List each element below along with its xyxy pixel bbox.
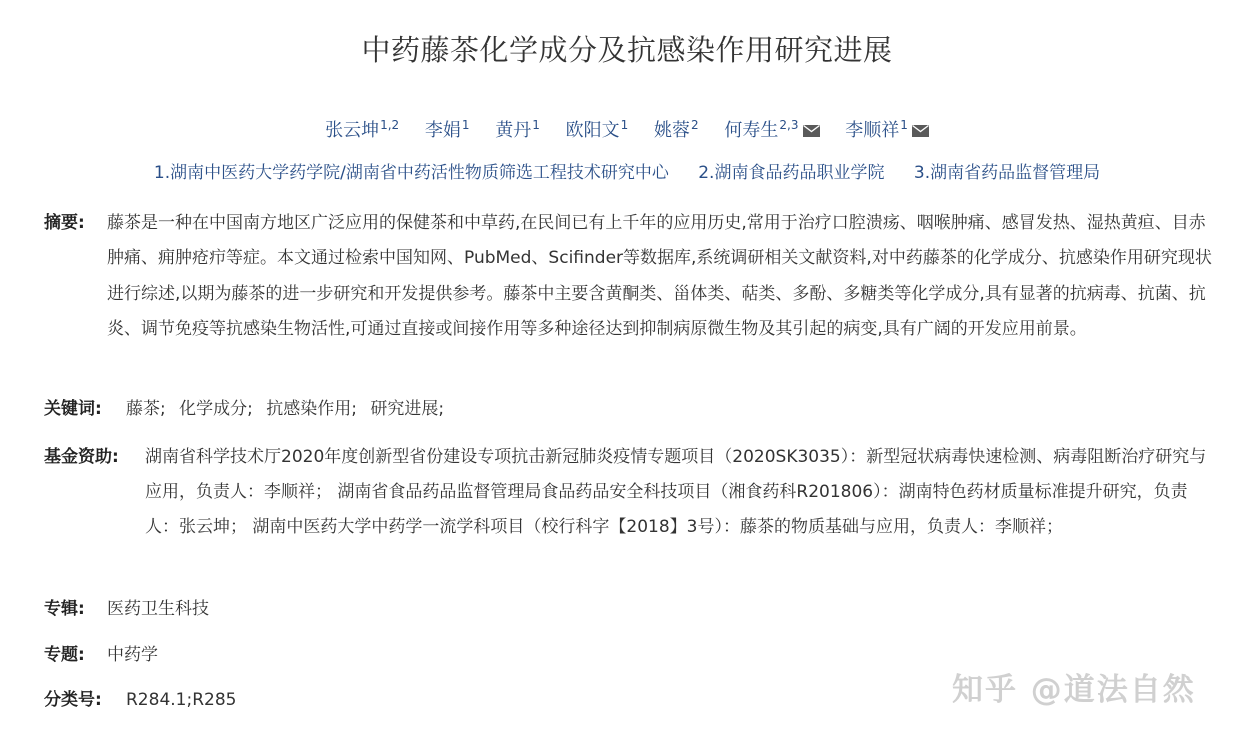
keyword-link[interactable]: 藤茶; — [126, 399, 166, 419]
mail-icon[interactable] — [803, 121, 820, 142]
author-link[interactable]: 黄丹$^1$ — [495, 118, 540, 141]
classification-label: 分类号: — [44, 690, 102, 710]
album-label: 专辑: — [44, 599, 85, 619]
funding-label: 基金资助: — [44, 447, 119, 467]
paper-title: 中药藤茶化学成分及抗感染作用研究进展 — [361, 33, 893, 67]
keywords-section — [44, 393, 1212, 425]
keyword-link[interactable]: 抗感染作用; — [266, 399, 358, 419]
abstract-section — [44, 206, 1212, 347]
keywords-label: 关键词: — [44, 399, 102, 419]
author-link[interactable]: 李顺祥$^1$ — [845, 116, 929, 142]
topic-label: 专题: — [44, 645, 85, 665]
author-link[interactable]: 欧阳文$^1$ — [565, 118, 629, 141]
author-link[interactable]: 何寿生$^{2,3}$ — [724, 116, 819, 142]
album-value: 医药卫生科技 — [107, 599, 209, 619]
affiliation-list — [0, 158, 1254, 183]
classification-value: R284.1;R285 — [126, 690, 237, 710]
watermark: 知乎 @道法自然 — [952, 672, 1196, 708]
abstract-text: 藤茶是一种在中国南方地区广泛应用的保健茶和中草药,在民间已有上千年的应用历史,常用于治疗口腔溃疡、咽喉肿痛、感冒发热、湿热黄疸、目赤肿痛、痈肿疮疖等症。本文通过检索中国知网、PubMed、Scifinder等数据库,系统调研相关文献资料,对中药藤茶的化学成分、抗感染作用研究现状进行综述,以期为藤茶的进一步研究和开发提供参考。藤茶中主要含黄酮类、甾体类、萜类、多酚、多糖类等化学成分,具有显著的抗病毒、抗菌、抗炎、调节免疫等抗感染生物活性,可通过直接或间接作用等多种途径达到抑制病原微生物及其引起的病变,具有广阔的开发应用前景。 — [107, 213, 1212, 339]
album-section — [44, 594, 1212, 624]
keyword-link[interactable]: 化学成分; — [179, 399, 253, 419]
funding-text: 湖南省科学技术厅2020年度创新型省份建设专项抗击新冠肺炎疫情专题项目（2020SK3035）：新型冠状病毒快速检测、病毒阻断治疗研究与应用，负责人：李顺祥； 湖南省食品药品监督管理局食品药品安全科技项目（湘食药科R201806）：湖南特色药材质量标准提升研究，负责人：张云坤； 湖南中医药大学中药学一流学科项目（校行科字【2018】3号）：藤茶的物质基础与应用，负责人：李顺祥； — [145, 447, 1207, 537]
keyword-link[interactable]: 研究进展; — [370, 399, 445, 419]
affiliation-link[interactable]: 3.湖南省药品监督管理局 — [913, 163, 1101, 183]
affiliation-link[interactable]: 2.湖南食品药品职业学院 — [698, 163, 885, 183]
keywords-list — [126, 393, 1212, 425]
author-link[interactable]: 李娟$^1$ — [424, 118, 470, 141]
topic-value: 中药学 — [107, 645, 158, 665]
mail-icon[interactable] — [912, 121, 929, 142]
author-link[interactable]: 张云坤$^{1,2}$ — [325, 118, 400, 141]
affiliation-link[interactable]: 1.湖南中医药大学药学院/湖南省中药活性物质筛选工程技术研究中心 — [153, 163, 669, 183]
funding-section — [44, 440, 1212, 545]
author-link[interactable]: 姚蓉$^2$ — [654, 118, 699, 141]
author-list — [0, 116, 1254, 142]
abstract-label: 摘要: — [44, 213, 85, 233]
